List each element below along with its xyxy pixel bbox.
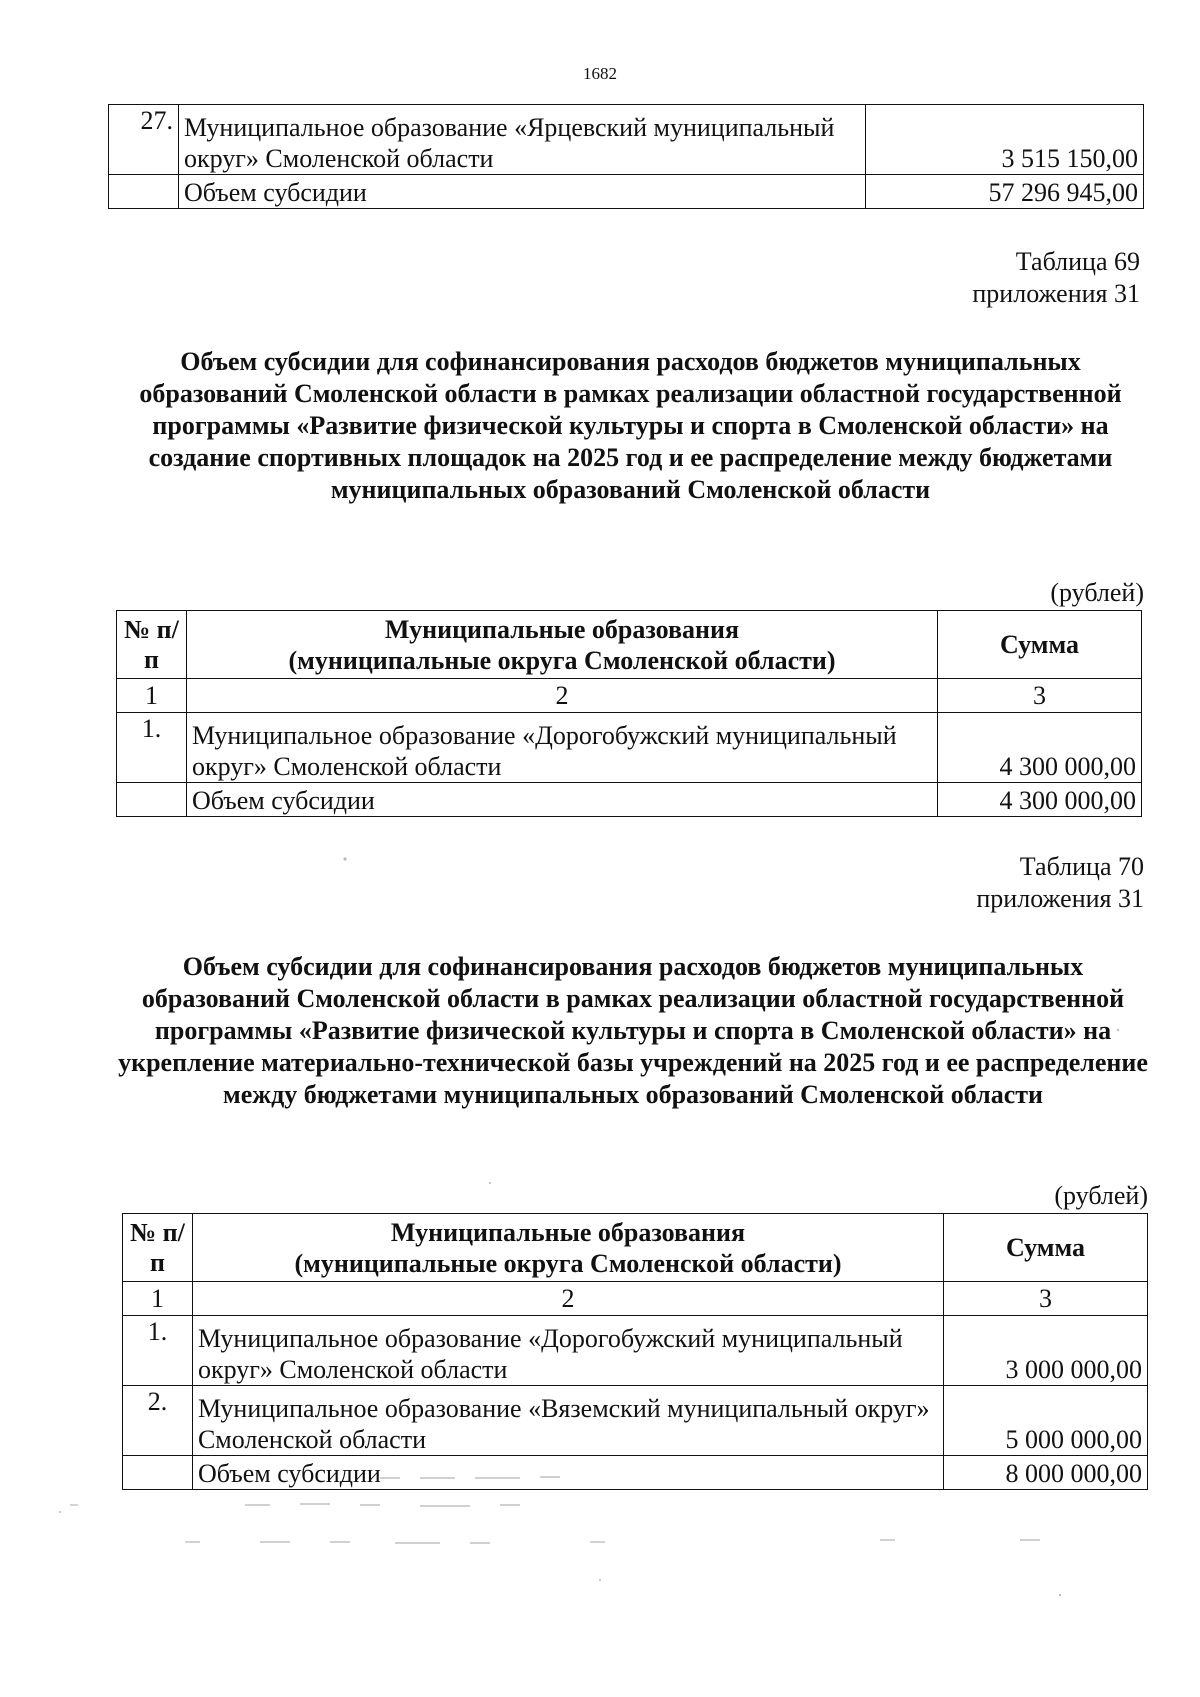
- municipality-name: Муниципальное образование «Дорогобужский муниципальный округ» Смоленской области: [192, 1316, 943, 1386]
- table-number: Таблица 69: [1015, 247, 1140, 276]
- header-municipalities-line2: (муниципальные округа Смоленской области): [294, 1248, 842, 1278]
- row-number: 1.: [117, 713, 187, 783]
- header-municipalities-line1: Муниципальные образования: [390, 1217, 746, 1247]
- municipality-name: Муниципальное образование «Ярцевский муниципальный округ» Смоленской области: [178, 105, 865, 175]
- total-amount: 4 300 000,00: [938, 783, 1142, 817]
- header-number: № п/п: [117, 611, 187, 679]
- subsidy-amount: 3 515 150,00: [866, 105, 1144, 175]
- header-sum: Сумма: [938, 611, 1142, 679]
- total-label: Объем субсидии: [192, 1456, 943, 1490]
- column-number: 2: [192, 1282, 943, 1316]
- currency-unit: (рублей): [1050, 578, 1144, 607]
- column-number: 3: [944, 1282, 1148, 1316]
- column-number: 3: [938, 679, 1142, 713]
- table70-title: Объем субсидии для софинансирования расходов бюджетов муниципальных образований Смоленской области в рамках реализации областной государственной программы «Развитие физической культуры и спорта в Смоленской области» на укрепление материально-технической базы учреждений на 2025 год и ее распределение между бюджетами муниципальных образований Смоленской области: [118, 952, 1148, 1109]
- row-number: 27.: [109, 105, 179, 175]
- total-label: Объем субсидии: [178, 175, 865, 209]
- total-amount: 8 000 000,00: [944, 1456, 1148, 1490]
- column-number: 1: [123, 1282, 193, 1316]
- subsidy-amount: 3 000 000,00: [944, 1316, 1148, 1386]
- currency-unit: (рублей): [1054, 1181, 1148, 1210]
- appendix-reference: приложения 31: [972, 279, 1140, 308]
- page-number: 1682: [583, 64, 617, 83]
- header-number: № п/п: [123, 1214, 193, 1282]
- column-number: 2: [186, 679, 937, 713]
- row-number: 2.: [123, 1386, 193, 1456]
- municipality-name: Муниципальное образование «Дорогобужский муниципальный округ» Смоленской области: [186, 713, 937, 783]
- subsidy-amount: 4 300 000,00: [938, 713, 1142, 783]
- total-label: Объем субсидии: [186, 783, 937, 817]
- header-municipalities-line1: Муниципальные образования: [384, 614, 740, 644]
- header-sum: Сумма: [944, 1214, 1148, 1282]
- table-number: Таблица 70: [1019, 852, 1144, 881]
- column-number: 1: [117, 679, 187, 713]
- municipality-name: Муниципальное образование «Вяземский муниципальный округ» Смоленской области: [192, 1386, 943, 1456]
- subsidy-amount: 5 000 000,00: [944, 1386, 1148, 1456]
- total-amount: 57 296 945,00: [866, 175, 1144, 209]
- table69-title: Объем субсидии для софинансирования расходов бюджетов муниципальных образований Смоленской области в рамках реализации областной государственной программы «Развитие физической культуры и спорта в Смоленской области» на создание спортивных площадок на 2025 год и ее распределение между бюджетами муниципальных образований Смоленской области: [139, 347, 1122, 504]
- appendix-reference: приложения 31: [976, 884, 1144, 913]
- header-municipalities-line2: (муниципальные округа Смоленской области): [288, 645, 836, 675]
- row-number: 1.: [123, 1316, 193, 1386]
